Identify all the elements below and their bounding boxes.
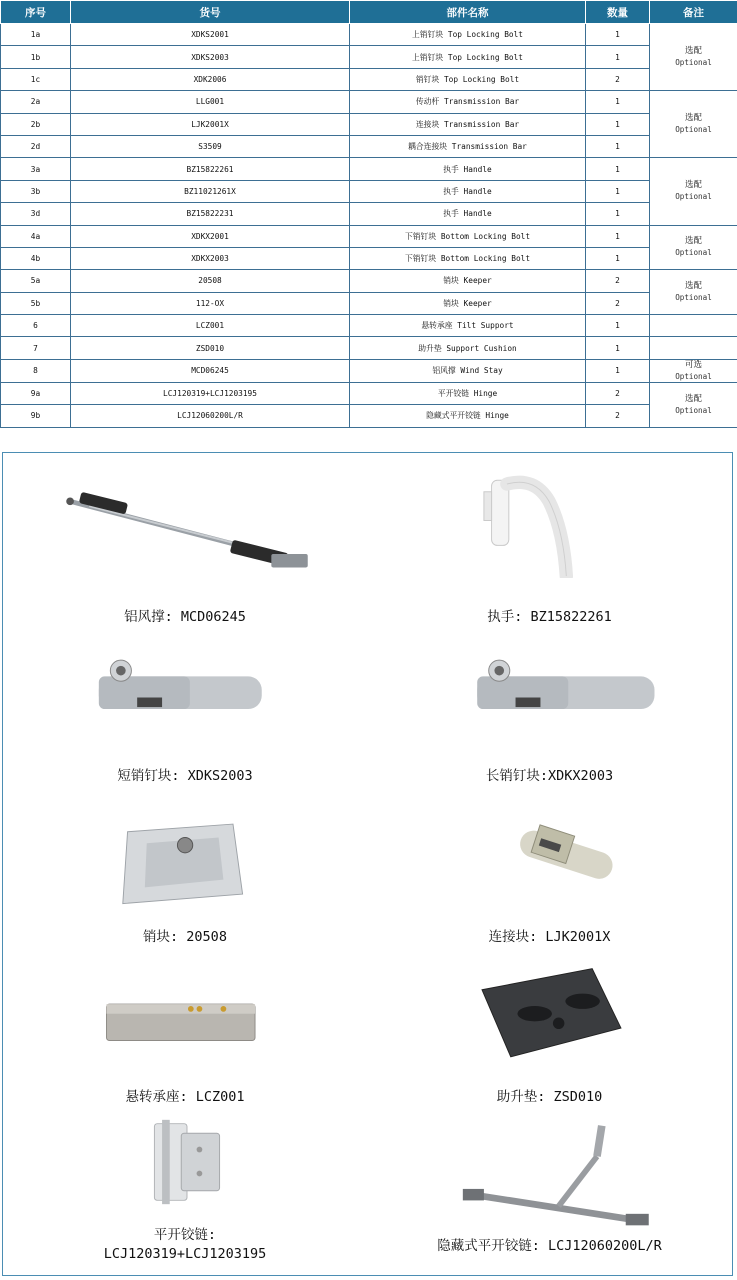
note-en: Optional xyxy=(675,58,712,68)
table-row xyxy=(1,135,737,157)
row-seq: 5a xyxy=(1,270,71,292)
row-code: 20508 xyxy=(71,270,350,292)
concealed-hinge-image xyxy=(367,1118,717,1233)
row-code: MCD06245 xyxy=(71,359,350,382)
photo-caption: 执手: BZ15822261 xyxy=(487,609,612,625)
row-code: XDKX2003 xyxy=(71,247,350,269)
row-part-name: 铝风撑 Wind Stay xyxy=(350,359,586,382)
header-name: 部件名称 xyxy=(350,1,586,24)
photo-card-handle xyxy=(367,453,732,637)
note-cn: 可选 xyxy=(684,359,702,370)
row-part-name: 上销钉块 Top Locking Bolt xyxy=(350,46,586,68)
row-qty: 2 xyxy=(586,382,650,404)
row-seq: 2a xyxy=(1,91,71,113)
row-part-name: 上销钉块 Top Locking Bolt xyxy=(350,24,586,46)
note-en: Optional xyxy=(675,405,712,415)
row-code: XDKS2001 xyxy=(71,24,350,46)
note-cn: 选配 xyxy=(684,236,702,247)
photo-caption: 助升垫: ZSD010 xyxy=(496,1089,603,1105)
row-part-name: 传动杆 Transmission Bar xyxy=(350,91,586,113)
row-code: LLG001 xyxy=(71,91,350,113)
photo-card-support-cushion xyxy=(367,957,732,1117)
row-part-name: 执手 Handle xyxy=(350,203,586,225)
parts-table-section xyxy=(0,0,737,428)
row-seq: 6 xyxy=(1,315,71,337)
note-en: Optional xyxy=(675,125,712,135)
row-code: BZ11021261X xyxy=(71,180,350,202)
row-note xyxy=(650,270,737,315)
row-qty: 1 xyxy=(586,315,650,337)
row-note xyxy=(650,91,737,158)
note-cn: 选配 xyxy=(684,46,702,57)
row-qty: 1 xyxy=(586,247,650,269)
note-cn: 选配 xyxy=(684,393,702,404)
photo-card-top-bolt xyxy=(3,636,368,798)
note-en: Optional xyxy=(675,293,712,303)
row-seq: 1c xyxy=(1,68,71,90)
wind-stay-image xyxy=(3,463,353,578)
table-row xyxy=(1,359,737,382)
photo-caption: 短销钉块: XDKS2003 xyxy=(117,768,253,784)
row-seq: 1b xyxy=(1,46,71,68)
header-seq: 序号 xyxy=(1,1,71,24)
note-en: Optional xyxy=(675,371,712,381)
table-row xyxy=(1,91,737,113)
row-seq: 7 xyxy=(1,337,71,359)
row-seq: 3b xyxy=(1,180,71,202)
row-code: LCJ12060200L/R xyxy=(71,405,350,427)
row-qty: 2 xyxy=(586,270,650,292)
photo-caption: 长销钉块:XDKX2003 xyxy=(485,768,614,784)
support-cushion-image xyxy=(367,961,717,1076)
table-row xyxy=(1,113,737,135)
table-row xyxy=(1,68,737,90)
row-note-empty xyxy=(650,315,737,337)
header-code: 货号 xyxy=(71,1,350,24)
row-seq: 9a xyxy=(1,382,71,404)
row-part-name: 助升垫 Support Cushion xyxy=(350,337,586,359)
photo-caption xyxy=(3,1226,367,1264)
row-part-name: 销块 Keeper xyxy=(350,270,586,292)
photo-card-tilt-support xyxy=(3,957,368,1117)
row-code: S3509 xyxy=(71,135,350,157)
row-qty: 1 xyxy=(586,359,650,382)
row-code: LJK2001X xyxy=(71,113,350,135)
row-qty: 2 xyxy=(586,405,650,427)
row-part-name: 销块 Keeper xyxy=(350,292,586,314)
row-part-name: 下销钉块 Bottom Locking Bolt xyxy=(350,225,586,247)
note-cn: 选配 xyxy=(684,113,702,124)
row-qty: 1 xyxy=(586,180,650,202)
row-part-name: 平开铰链 Hinge xyxy=(350,382,586,404)
short-bolt-image xyxy=(3,640,353,755)
row-note xyxy=(650,225,737,270)
long-bolt-image xyxy=(367,640,717,755)
row-code: XDKX2001 xyxy=(71,225,350,247)
photo-card-wind-stay xyxy=(3,453,368,637)
table-row xyxy=(1,292,737,314)
row-code: LCJ120319+LCJ1203195 xyxy=(71,382,350,404)
table-row xyxy=(1,315,737,337)
table-row xyxy=(1,158,737,180)
row-note-empty xyxy=(650,337,737,359)
photo-caption: 悬转承座: LCZ001 xyxy=(125,1089,245,1105)
row-seq: 3a xyxy=(1,158,71,180)
row-qty: 1 xyxy=(586,113,650,135)
table-row xyxy=(1,382,737,404)
photo-card-bottom-bolt xyxy=(367,636,732,798)
table-row xyxy=(1,225,737,247)
parts-photo-grid xyxy=(2,452,733,1276)
row-note xyxy=(650,24,737,91)
tilt-support-image xyxy=(3,961,353,1076)
hinge-image xyxy=(3,1116,353,1231)
keeper-image xyxy=(3,803,353,918)
photo-caption: 铝风撑: MCD06245 xyxy=(124,609,246,625)
photo-card-concealed-hinge xyxy=(367,1116,732,1275)
row-part-name: 销钉块 Top Locking Bolt xyxy=(350,68,586,90)
table-row xyxy=(1,203,737,225)
caption-line-2: LCJ120319+LCJ1203195 xyxy=(103,1246,267,1262)
header-qty: 数量 xyxy=(586,1,650,24)
row-part-name: 耦合连接块 Transmission Bar xyxy=(350,135,586,157)
row-seq: 1a xyxy=(1,24,71,46)
connector-image xyxy=(367,803,717,918)
row-code: LCZ001 xyxy=(71,315,350,337)
row-qty: 1 xyxy=(586,135,650,157)
table-row xyxy=(1,24,737,46)
row-qty: 1 xyxy=(586,337,650,359)
row-seq: 2b xyxy=(1,113,71,135)
header-note: 备注 xyxy=(650,1,737,24)
row-code: BZ15822261 xyxy=(71,158,350,180)
row-qty: 2 xyxy=(586,68,650,90)
row-seq: 2d xyxy=(1,135,71,157)
row-seq: 5b xyxy=(1,292,71,314)
table-row xyxy=(1,46,737,68)
row-part-name: 执手 Handle xyxy=(350,180,586,202)
photo-caption: 销块: 20508 xyxy=(143,929,227,945)
table-row xyxy=(1,337,737,359)
photo-caption: 隐藏式平开铰链: LCJ12060200L/R xyxy=(437,1238,662,1254)
note-en: Optional xyxy=(675,248,712,258)
row-seq: 3d xyxy=(1,203,71,225)
row-seq: 9b xyxy=(1,405,71,427)
table-row xyxy=(1,405,737,427)
row-qty: 1 xyxy=(586,91,650,113)
row-qty: 1 xyxy=(586,46,650,68)
row-part-name: 下销钉块 Bottom Locking Bolt xyxy=(350,247,586,269)
row-code: BZ15822231 xyxy=(71,203,350,225)
row-part-name: 执手 Handle xyxy=(350,158,586,180)
row-qty: 1 xyxy=(586,24,650,46)
row-note xyxy=(650,158,737,225)
note-cn: 选配 xyxy=(684,281,702,292)
row-part-name: 连接块 Transmission Bar xyxy=(350,113,586,135)
caption-line-1: 平开铰链: xyxy=(153,1227,217,1243)
handle-image xyxy=(367,463,717,578)
row-qty: 1 xyxy=(586,158,650,180)
row-note xyxy=(650,382,737,427)
table-row xyxy=(1,270,737,292)
table-header-row xyxy=(1,1,737,24)
row-seq: 4a xyxy=(1,225,71,247)
row-part-name: 隐藏式平开铰链 Hinge xyxy=(350,405,586,427)
row-code: XDKS2003 xyxy=(71,46,350,68)
row-seq: 4b xyxy=(1,247,71,269)
photo-card-hinge xyxy=(3,1116,368,1275)
row-qty: 1 xyxy=(586,225,650,247)
row-code: ZSD010 xyxy=(71,337,350,359)
note-en: Optional xyxy=(675,192,712,202)
photo-card-connector xyxy=(367,797,732,958)
photo-card-keeper xyxy=(3,797,368,958)
note-cn: 选配 xyxy=(684,180,702,191)
row-note xyxy=(650,359,737,382)
table-row xyxy=(1,180,737,202)
parts-table xyxy=(0,0,737,428)
row-code: XDK2006 xyxy=(71,68,350,90)
row-qty: 1 xyxy=(586,203,650,225)
row-code: 112-OX xyxy=(71,292,350,314)
photo-caption: 连接块: LJK2001X xyxy=(488,929,611,945)
row-part-name: 悬转承座 Tilt Support xyxy=(350,315,586,337)
row-seq: 8 xyxy=(1,359,71,382)
row-qty: 2 xyxy=(586,292,650,314)
table-row xyxy=(1,247,737,269)
